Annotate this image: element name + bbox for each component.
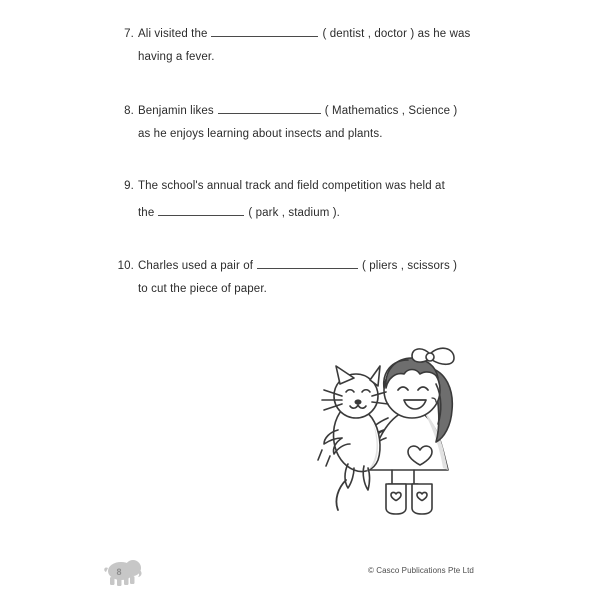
question-7-choices: ( dentist , doctor ) as he was: [322, 28, 471, 40]
question-10-text-continued: to cut the piece of paper.: [138, 283, 267, 295]
question-8-text-before-blank: Benjamin likes: [138, 105, 214, 117]
question-10-number: 10.: [117, 260, 134, 272]
question-9-text: The school's annual track and field competition was held at: [138, 180, 445, 192]
question-item-9: [110, 180, 510, 230]
question-9-line-1: [110, 180, 510, 205]
question-10-text-before-blank: Charles used a pair of: [138, 260, 254, 272]
question-item-7: [110, 26, 510, 76]
question-9-choices: ( park , stadium ).: [248, 207, 340, 219]
question-9-line-2: [110, 205, 510, 230]
question-7-text-before-blank: Ali visited the: [138, 28, 208, 40]
question-7-line-1: [110, 26, 510, 51]
question-10-choices: ( pliers , scissors ): [362, 260, 458, 272]
question-7-line-2: [110, 51, 510, 76]
question-7-answer-blank[interactable]: [211, 26, 318, 37]
question-10-line-1: [110, 258, 510, 283]
question-8-text-continued: as he enjoys learning about insects and plants.: [138, 128, 383, 140]
question-9-text-before-blank: the: [138, 207, 155, 219]
question-8-line-2: [110, 128, 510, 153]
question-10-line-2: [110, 283, 510, 308]
question-item-8: [110, 103, 510, 153]
question-10-answer-blank[interactable]: [257, 258, 358, 269]
question-9-number: 9.: [124, 180, 134, 192]
question-8-choices: ( Mathematics , Science ): [324, 105, 458, 117]
logo-page-number: 8: [116, 567, 122, 577]
question-8-number: 8.: [124, 105, 134, 117]
question-7-number: 7.: [124, 28, 134, 40]
elephant-mascot-logo: [99, 557, 143, 587]
question-8-answer-blank[interactable]: [218, 103, 321, 114]
question-7-text-continued: having a fever.: [138, 51, 215, 63]
question-8-line-1: [110, 103, 510, 128]
copyright-notice: © Casco Publications Pte Ltd: [368, 566, 474, 575]
question-item-10: [110, 258, 510, 308]
question-9-answer-blank[interactable]: [158, 205, 244, 216]
girl-holding-cat-illustration: [312, 332, 488, 522]
